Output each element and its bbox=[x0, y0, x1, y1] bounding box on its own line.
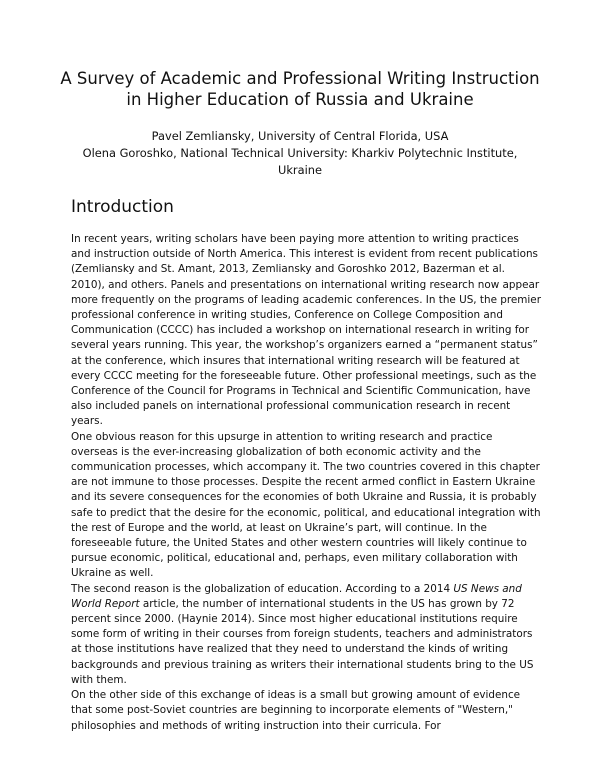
paragraph-3-text-start: The second reason is the globalization of education. According to a 2014 bbox=[71, 582, 454, 595]
paragraph-3 bbox=[71, 582, 541, 688]
paragraph-2: One obvious reason for this upsurge in attention to writing research and practice overseas is the ever-increasing globalization of both economic activity and the communication processes, which accompany it. The two countries covered in this chapter are not immune to those processes. Despite the recent armed conflict in Eastern Ukraine and its severe consequences for the economies of both Ukraine and Russia, it is probably safe to predict that the desire for the economic, political, and educational integration with the rest of Europe and the world, at least on Ukraine’s part, will continue. In the foreseeable future, the United States and other western countries will likely continue to pursue economic, political, educational and, perhaps, even military collaboration with Ukraine as well. bbox=[71, 430, 541, 580]
author-1: Pavel Zemliansky, University of Central Florida, USA bbox=[151, 129, 449, 143]
paper-title-line-2: in Higher Education of Russia and Ukraine bbox=[126, 90, 474, 109]
paragraph-1: In recent years, writing scholars have been paying more attention to writing practices and instruction outside of North America. This interest is evident from recent publications (Zemliansky and St. Amant, 2013, Zemliansky and Goroshko 2012, Bazerman et al. 2010), and others. Panels and presentations on international writing research now appear more frequently on the programs of leading academic conferences. In the US, the premier professional conference in writing studies, Conference on College Composition and Communication (CCCC) has included a workshop on international research in writing for several years running. This year, the workshop’s organizers earned a “permanent status” at the conference, which insures that international writing research will be featured at every CCCC meeting for the foreseeable future. Other professional meetings, such as the Conference of the Council for Programs in Technical and Scientific Communication, have also included panels on international professional communication research in recent years. bbox=[71, 233, 541, 428]
author-2: Olena Goroshko, National Technical University: Kharkiv Polytechnic Institute, bbox=[82, 146, 518, 160]
body-text bbox=[71, 232, 541, 734]
paper-title bbox=[40, 68, 560, 110]
author-block bbox=[40, 128, 560, 179]
section-heading: Introduction bbox=[71, 197, 174, 217]
publication-title: US News and World Report bbox=[71, 582, 522, 610]
paragraph-4: On the other side of this exchange of ideas is a small but growing amount of evidence that some post-Soviet countries are beginning to incorporate elements of "Western," philosophies and methods of writing instruction into their curricula. For bbox=[71, 689, 521, 732]
author-2-continued: Ukraine bbox=[278, 163, 322, 177]
paper-title-line-1: A Survey of Academic and Professional Writing Instruction bbox=[60, 69, 540, 88]
paragraph-3-text-end: article, the number of international students in the US has grown by 72 percent since 2000. (Haynie 2014). Since most higher educational institutions require some form of writing in their courses from foreign students, teachers and administrators at those institutions have realized that they need to understand the kinds of writing backgrounds and previous training as writers their international students bring to the US with them. bbox=[71, 597, 534, 686]
